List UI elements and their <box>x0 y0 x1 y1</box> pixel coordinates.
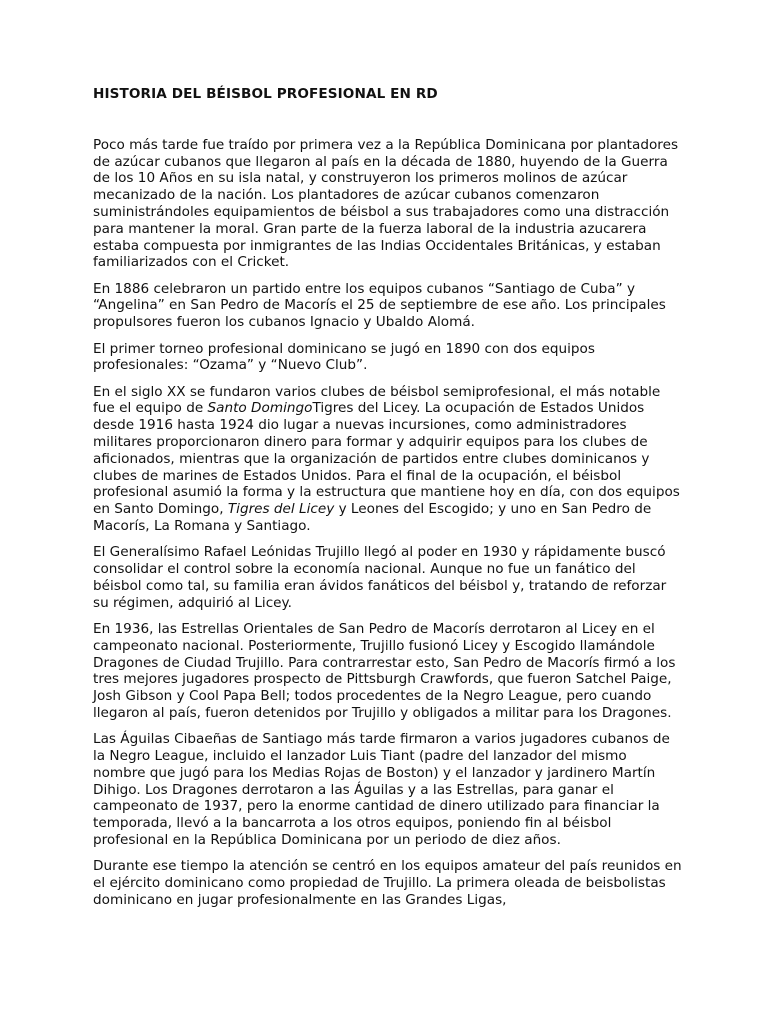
document-title: HISTORIA DEL BÉISBOL PROFESIONAL EN RD <box>93 86 438 102</box>
paragraph-5: El Generalísimo Rafael Leónidas Trujillo llegó al poder en 1930 y rápidamente buscó consolidar el control sobre la economía nacional. Aunque no fue un fanático del béisbol como tal, su familia eran ávidos fanáticos del béisbol y, tratando de reforzar su régimen, adquirió al Licey. <box>93 544 667 611</box>
document-body <box>93 86 683 918</box>
paragraph-4-part-a: En el siglo XX se fundaron varios clubes de béisbol semiprofesional, el más notable fue el equipo de <box>93 383 661 417</box>
paragraph-1: Poco más tarde fue traído por primera vez a la República Dominicana por plantadores de azúcar cubanos que llegaron al país en la década de 1880, huyendo de la Guerra de los 10 Años en su isla natal, y construyeron los primeros molinos de azúcar mecanizado de la nación. Los plantadores de azúcar cubanos comenzaron suministrándoles equipamientos de béisbol a sus trabajadores como una distracción para mantener la moral. Gran parte de la fuerza laboral de la industria azucarera estaba compuesta por inmigrantes de las Indias Occidentales Británicas, y estaban familiarizados con el Cricket. <box>93 136 679 271</box>
paragraph-6: En 1936, las Estrellas Orientales de San Pedro de Macorís derrotaron al Licey en el campeonato nacional. Posteriormente, Trujillo fusionó Licey y Escogido llamándole Dragones de Ciudad Trujillo. Para contrarrestar esto, San Pedro de Macorís firmó a los tres mejores jugadores prospecto de Pittsburgh Crawfords, que fueron Satchel Paige, Josh Gibson y Cool Papa Bell; todos procedentes de la Negro League, pero cuando llegaron al país, fueron detenidos por Trujillo y obligados a militar para los Dragones. <box>93 621 676 721</box>
paragraph-3: El primer torneo profesional dominicano se jugó en 1890 con dos equipos profesionales: “Ozama” y “Nuevo Club”. <box>93 340 595 374</box>
paragraph-4-part-c: Tigres del Licey. La ocupación de Estados Unidos desde 1916 hasta 1924 dio lugar a nuevas incursiones, como administradores militares proporcionaron dinero para formar y adquirir equipos para los clubes de aficionados, mientras que la organización de partidos entre clubes dominicanos y clubes de marines de Estados Unidos. Para el final de la ocupación, el béisbol profesional asumió la forma y la estructura que mantiene hoy en día, con dos equipos en Santo Domingo, <box>93 400 680 518</box>
paragraph-7: Las Águilas Cibaeñas de Santiago más tarde firmaron a varios jugadores cubanos de la Negro League, incluido el lanzador Luis Tiant (padre del lanzador del mismo nombre que jugó para los Medias Rojas de Boston) y el lanzador y jardinero Martín Dihigo. Los Dragones derrotaron a las Águilas y a las Estrellas, para ganar el campeonato de 1937, pero la enorme cantidad de dinero utilizado para financiar la temporada, llevó a la bancarrota a los otros equipos, poniendo fin al béisbol profesional en la República Dominicana por un periodo de diez años. <box>93 731 670 849</box>
paragraph-4-part-e: y Leones del Escogido; y uno en San Pedro de Macorís, La Romana y Santiago. <box>93 501 652 535</box>
paragraph-2: En 1886 celebraron un partido entre los equipos cubanos “Santiago de Cuba” y “Angelina” en San Pedro de Macorís el 25 de septiembre de ese año. Los principales propulsores fueron los cubanos Ignacio y Ubaldo Alomá. <box>93 280 666 331</box>
paragraph-4-italic-santo-domingo: Santo Domingo <box>207 400 313 417</box>
paragraph-8: Durante ese tiempo la atención se centró en los equipos amateur del país reunidos en el ejército dominicano como propiedad de Trujillo. La primera oleada de beisbolistas dominicano en jugar profesionalmente en las Grandes Ligas, <box>93 858 682 908</box>
paragraph-4 <box>93 384 683 535</box>
paragraph-4-italic-tigres-del-licey: Tigres del Licey <box>227 501 335 518</box>
